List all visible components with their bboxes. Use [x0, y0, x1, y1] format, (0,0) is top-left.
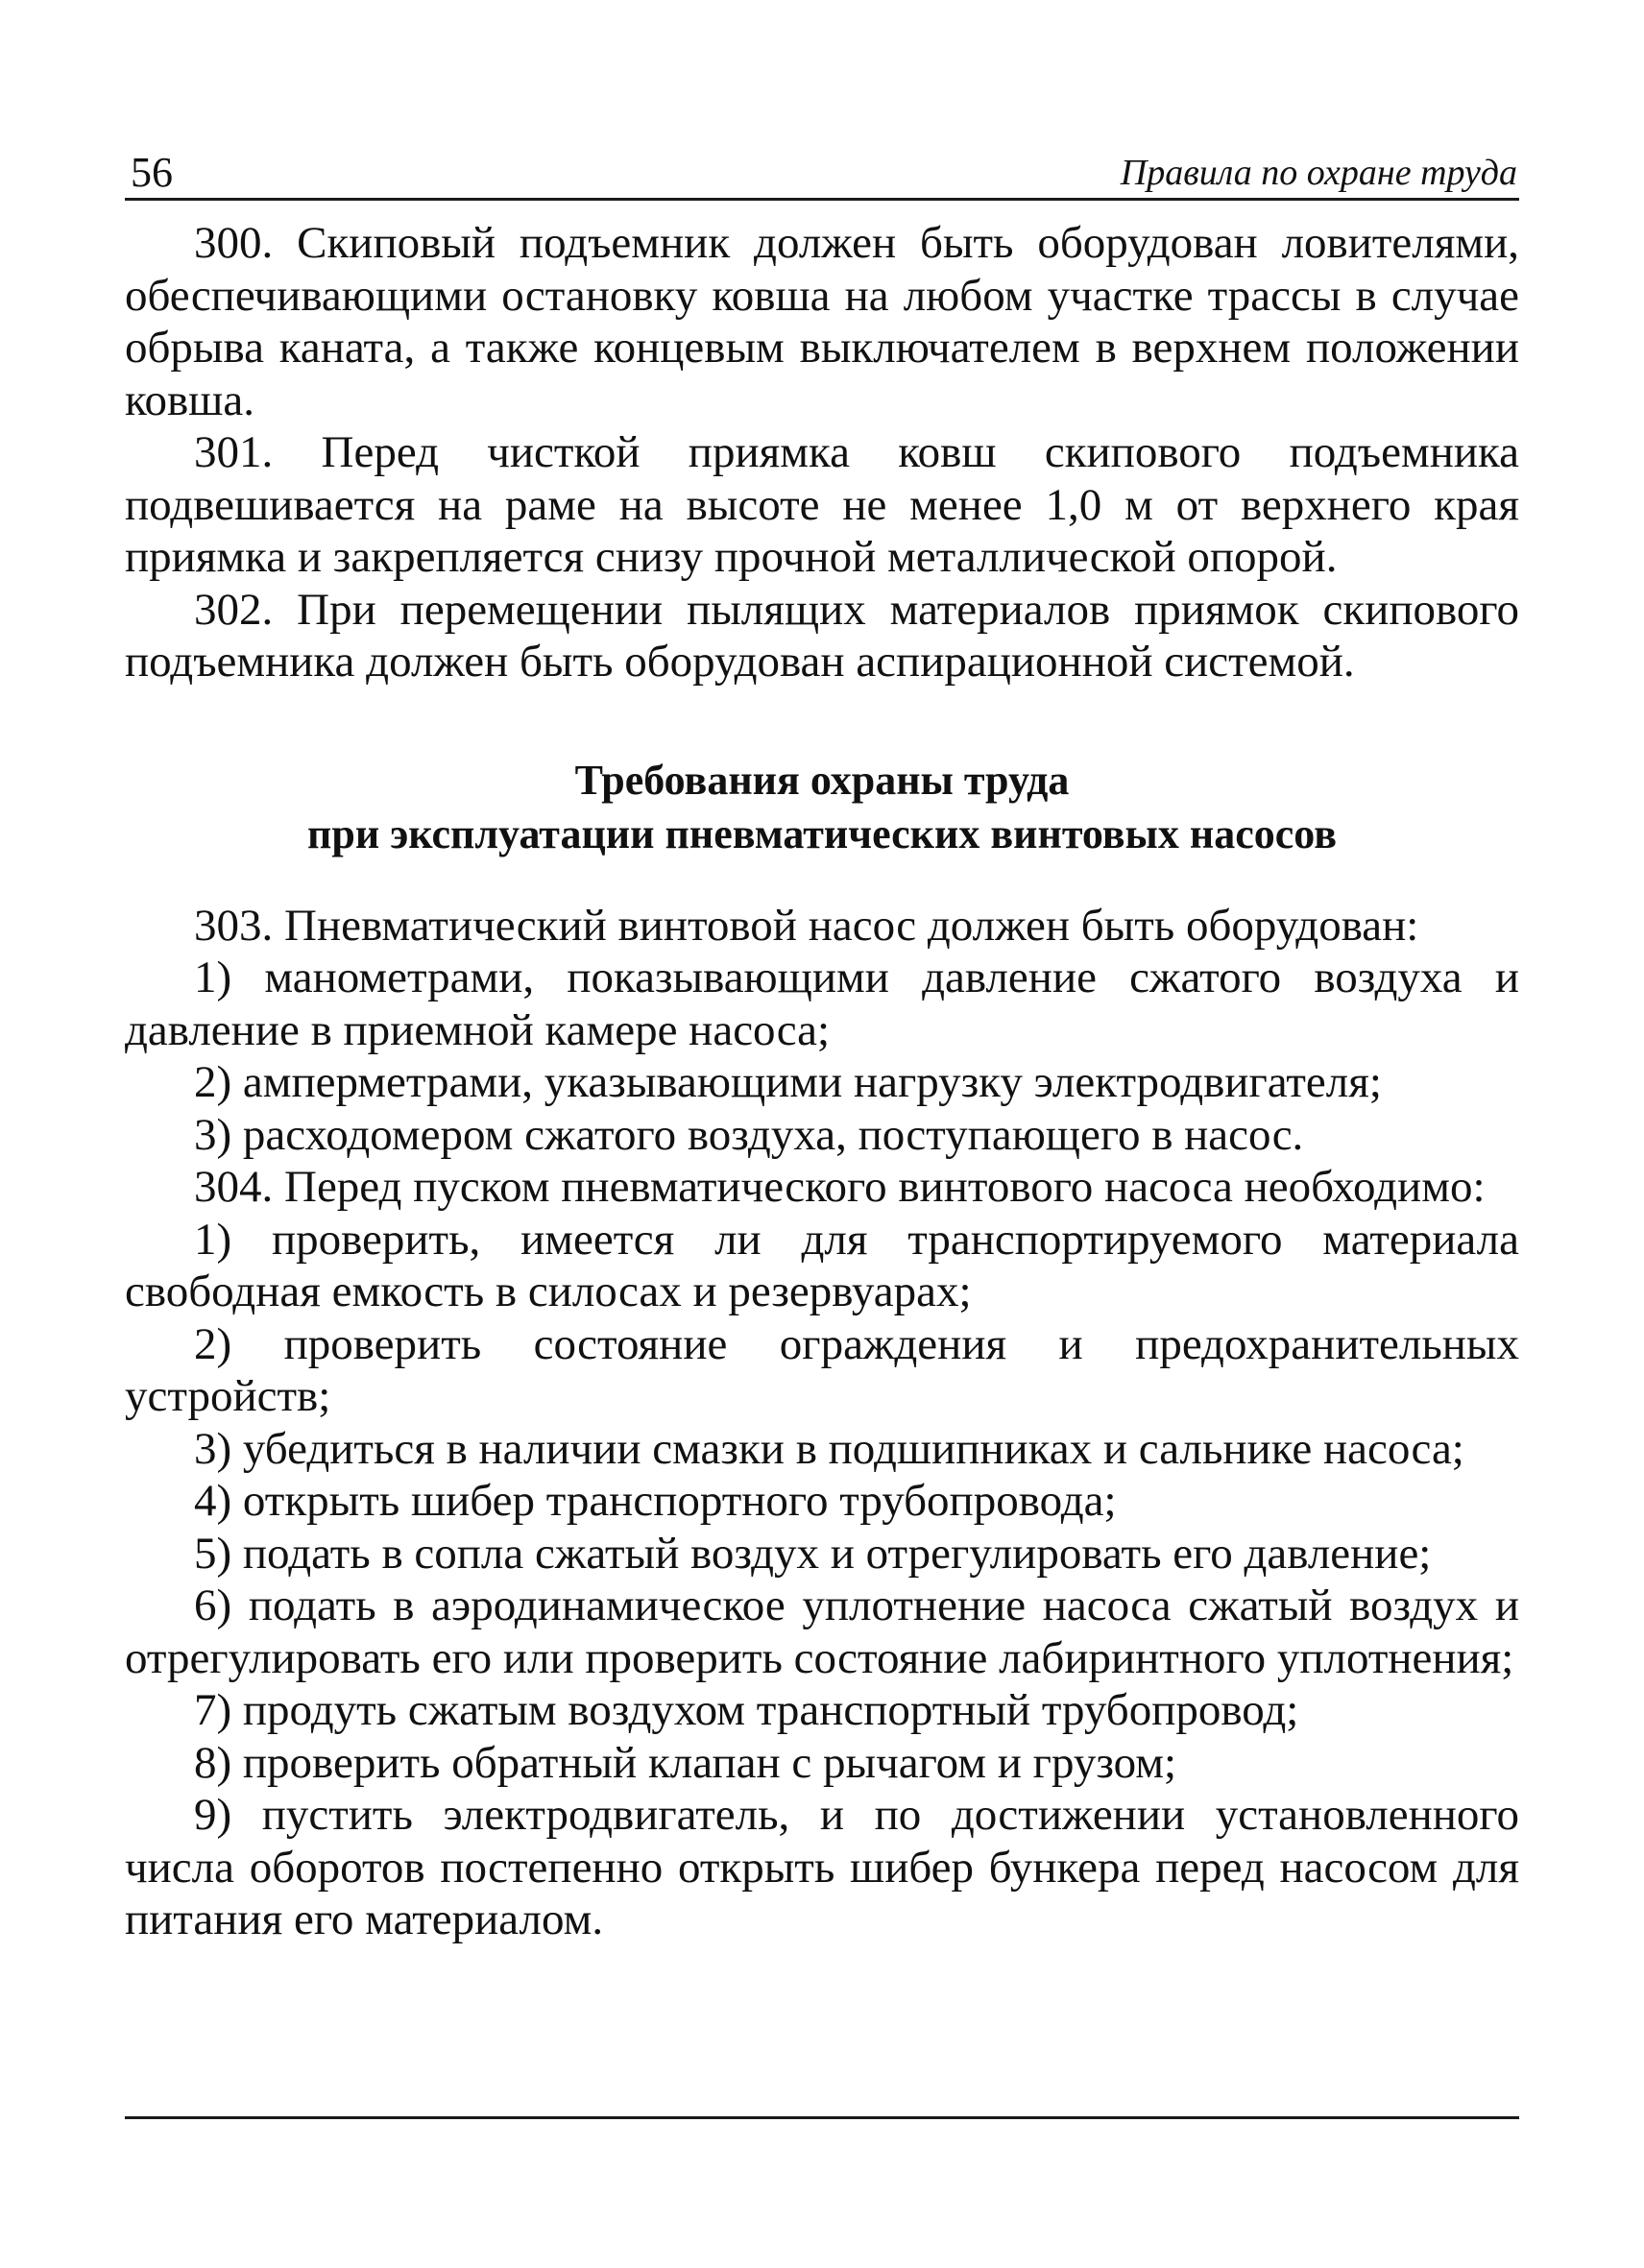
- paragraph-301: 301. Перед чисткой приямка ковш скипового подъемника подвешивается на раме на высоте не менее 1,0 м от верхнего края приямка и закрепляется снизу прочной металлической опорой.: [125, 427, 1519, 582]
- book-title: Правила по охране труда: [1120, 153, 1517, 193]
- list-item-303-1: 1) манометрами, показывающими давление сжатого воздуха и давление в приемной камере насоса;: [125, 953, 1519, 1055]
- section-heading: [125, 754, 1519, 861]
- paragraph-303: 303. Пневматический винтовой насос должен быть оборудован:: [194, 900, 1419, 951]
- header-rule: [125, 198, 1519, 201]
- section-heading-line-1: Требования охраны труда: [574, 756, 1070, 804]
- list-item-304-1: 1) проверить, имеется ли для транспортируемого материала свободная емкость в силосах и резервуарах;: [125, 1214, 1519, 1316]
- list-item-304-7: 7) продуть сжатым воздухом транспортный трубопровод;: [194, 1685, 1299, 1735]
- paragraph-300: 300. Скиповый подъемник должен быть оборудован ловителями, обеспечивающими остановку ковша на любом участке трассы в случае обрыва каната, а также концевым выключателем в верхнем положении ковша.: [125, 218, 1519, 425]
- paragraph-304: 304. Перед пуском пневматического винтового насоса необходимо:: [194, 1162, 1486, 1212]
- list-item-304-2: 2) проверить состояние ограждения и предохранительных устройств;: [125, 1318, 1519, 1421]
- list-item-304-4: 4) открыть шибер транспортного трубопровода;: [194, 1476, 1117, 1526]
- list-item-303-2: 2) амперметрами, указывающими нагрузку электродвигателя;: [194, 1057, 1382, 1107]
- list-item-304-9: 9) пустить электродвигатель, и по достижении установленного числа оборотов постепенно открыть шибер бункера перед насосом для питания его материалом.: [125, 1790, 1519, 1944]
- section-heading-line-2: при эксплуатации пневматических винтовых насосов: [307, 809, 1337, 857]
- list-item-303-3: 3) расходомером сжатого воздуха, поступающего в насос.: [194, 1109, 1304, 1160]
- body-text: [125, 217, 1519, 1946]
- list-item-304-8: 8) проверить обратный клапан с рычагом и грузом;: [194, 1737, 1177, 1788]
- paragraph-302: 302. При перемещении пылящих материалов приямок скипового подъемника должен быть оборудован аспирационной системой.: [125, 584, 1519, 687]
- list-item-304-6: 6) подать в аэродинамическое уплотнение насоса сжатый воздух и отрегулировать его или проверить состояние лабиринтного уплотнения;: [125, 1580, 1519, 1683]
- list-item-304-5: 5) подать в сопла сжатый воздух и отрегулировать его давление;: [194, 1528, 1432, 1579]
- list-item-304-3: 3) убедиться в наличии смазки в подшипниках и сальнике насоса;: [194, 1423, 1464, 1474]
- running-head: [125, 144, 1517, 202]
- footer-rule: [125, 2116, 1519, 2119]
- page-number: 56: [131, 149, 173, 196]
